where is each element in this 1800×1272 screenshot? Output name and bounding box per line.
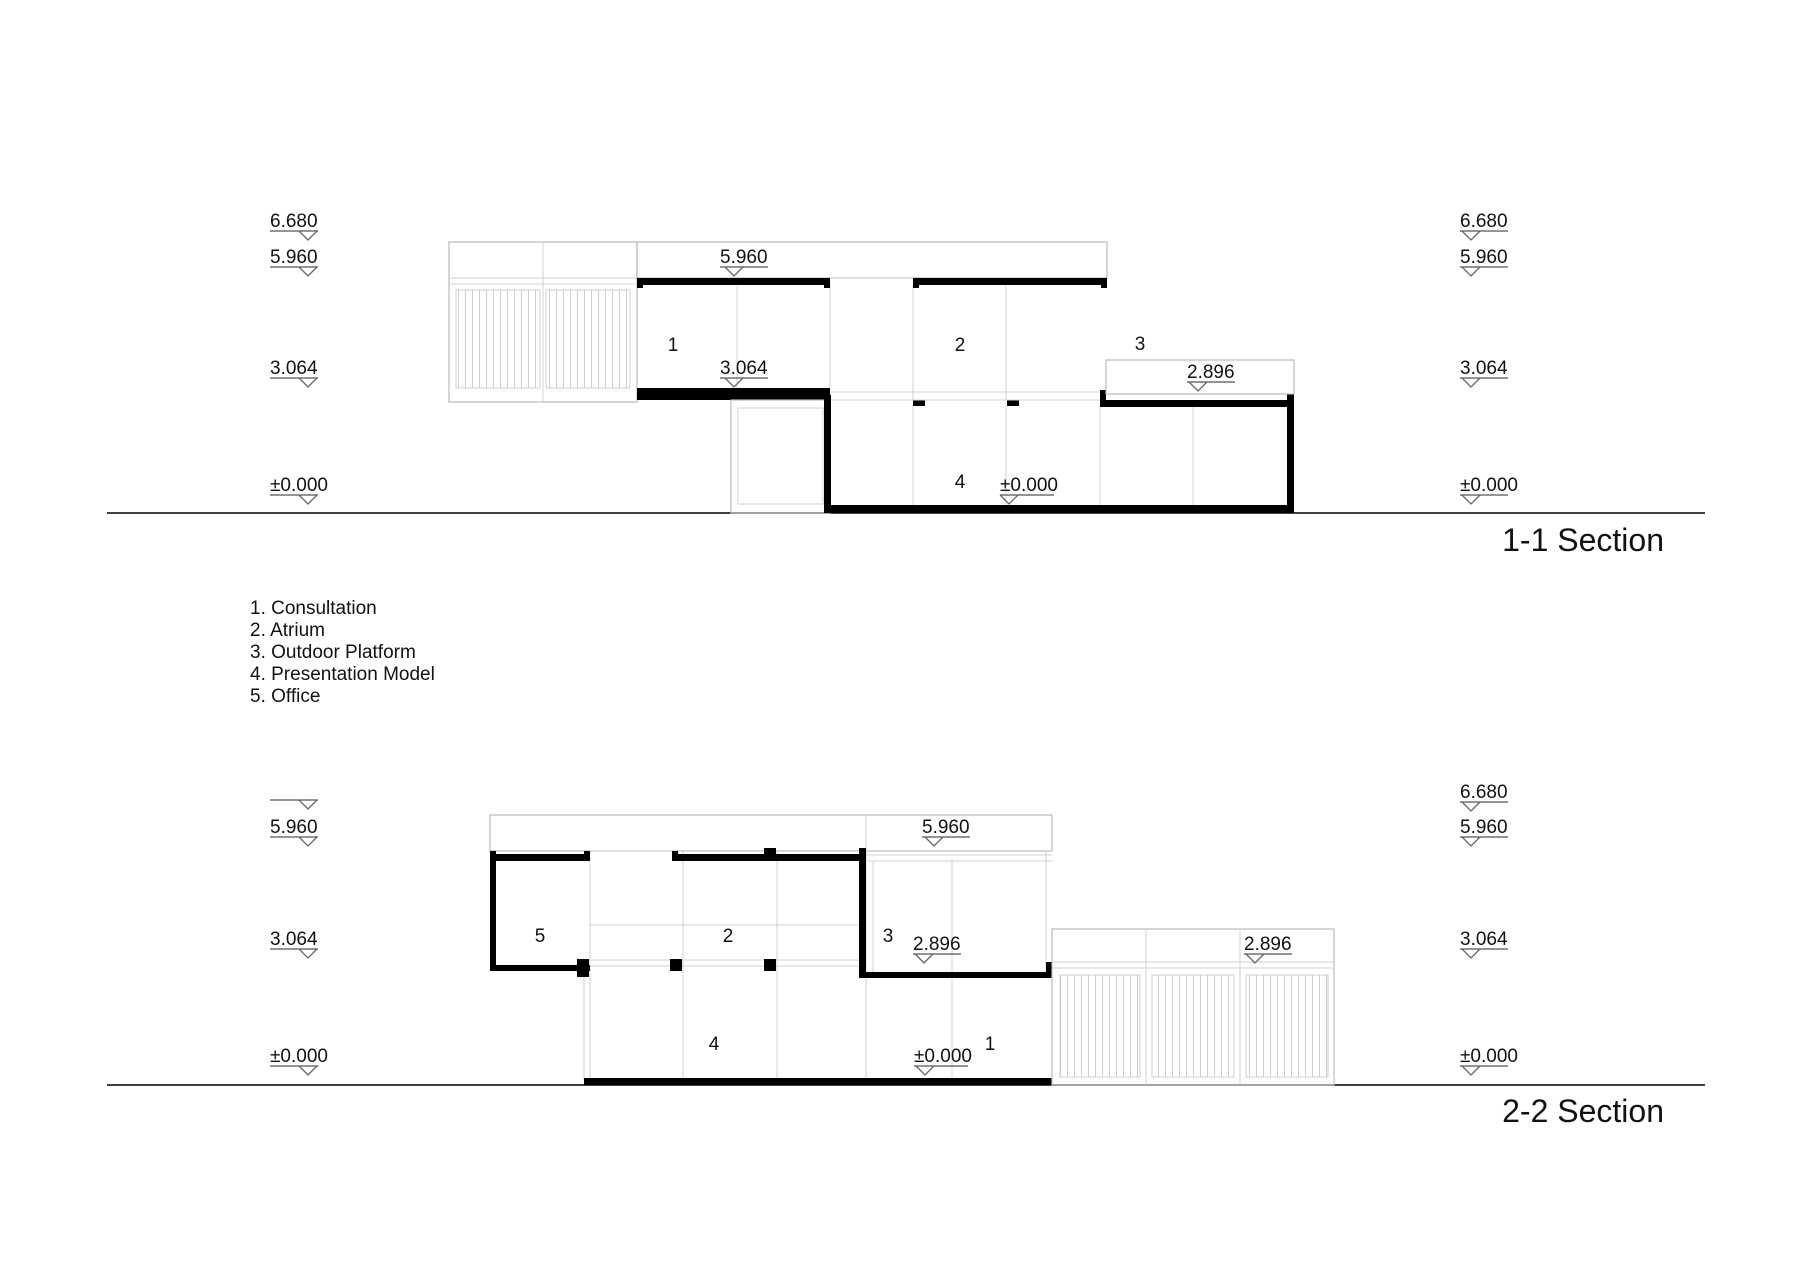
legend-item: 1. Consultation	[250, 598, 377, 619]
room-number: 4	[708, 1034, 720, 1055]
level-marker-right	[1460, 211, 1508, 240]
room-number: 2	[722, 926, 734, 947]
level-marker-left	[270, 1046, 328, 1075]
room-legend	[250, 598, 435, 708]
section-2-2	[107, 782, 1705, 1129]
level-marker-inner	[913, 934, 961, 963]
level-label: 3.064	[1460, 358, 1508, 379]
legend-item: 3. Outdoor Platform	[250, 642, 416, 663]
level-marker-right	[1460, 929, 1508, 958]
level-label: 5.960	[1460, 247, 1508, 268]
room-number: 4	[954, 472, 966, 493]
legend-item: 4. Presentation Model	[250, 664, 435, 685]
room-number: 3	[1134, 334, 1146, 355]
level-marker-inner	[1187, 362, 1235, 391]
level-label: ±0.000	[270, 1046, 328, 1067]
level-label: 5.960	[270, 817, 318, 838]
level-label: 5.960	[1460, 817, 1508, 838]
cut-walls-upper-1-1	[637, 278, 1107, 406]
level-label: 3.064	[1460, 929, 1508, 950]
room-number: 1	[984, 1034, 996, 1055]
level-marker-left	[270, 211, 318, 240]
section-title: 1-1 Section	[1502, 522, 1664, 558]
level-marker-left	[270, 929, 318, 958]
upper-floor-grid-1-1	[737, 282, 1006, 400]
level-label: 2.896	[913, 934, 961, 955]
level-marker-left	[270, 358, 318, 387]
level-marker-right	[1460, 1046, 1518, 1075]
level-marker-inner	[720, 358, 768, 387]
level-label: ±0.000	[270, 475, 328, 496]
left-volume-1-1	[449, 242, 637, 402]
level-marker-right	[1460, 782, 1508, 811]
level-label: ±0.000	[1460, 475, 1518, 496]
level-marker-right	[1460, 358, 1508, 387]
level-label: 3.064	[720, 358, 768, 379]
door-elevation-1-1	[731, 400, 830, 513]
cut-walls-lower-1-1	[824, 390, 1294, 513]
interior-grid-2-2	[584, 851, 1052, 1080]
level-label: 6.680	[1460, 782, 1508, 803]
level-marker-left	[270, 817, 318, 846]
level-label: ±0.000	[1460, 1046, 1518, 1067]
right-volume-2-2	[1052, 929, 1334, 1085]
level-marker-right	[1460, 247, 1508, 276]
level-label: 2.896	[1187, 362, 1235, 383]
legend-item: 2. Atrium	[250, 620, 325, 641]
section-1-1	[107, 211, 1705, 558]
legend-item: 5. Office	[250, 686, 321, 707]
level-marker-right	[1460, 817, 1508, 846]
level-marker-left	[270, 247, 318, 276]
level-label: 6.680	[1460, 211, 1508, 232]
room-number: 5	[534, 926, 546, 947]
level-marker-left	[270, 800, 318, 809]
level-label: 5.960	[720, 247, 768, 268]
level-label: 5.960	[270, 247, 318, 268]
level-marker-inner	[914, 1046, 972, 1075]
level-label: 2.896	[1244, 934, 1292, 955]
level-marker-inner	[1000, 475, 1058, 504]
section-title: 2-2 Section	[1502, 1093, 1664, 1129]
level-label: 3.064	[270, 929, 318, 950]
level-label: 3.064	[270, 358, 318, 379]
level-label: ±0.000	[1000, 475, 1058, 496]
level-label: 6.680	[270, 211, 318, 232]
room-number: 3	[882, 926, 894, 947]
level-marker-inner	[720, 247, 768, 276]
level-marker-inner	[1244, 934, 1292, 963]
level-marker-left	[270, 475, 328, 504]
roof-band-1-1	[637, 242, 1107, 278]
room-number: 2	[954, 335, 966, 356]
level-marker-right	[1460, 475, 1518, 504]
level-label: 5.960	[922, 817, 970, 838]
level-marker-inner	[922, 817, 970, 846]
room-number: 1	[667, 335, 679, 356]
level-label: ±0.000	[914, 1046, 972, 1067]
